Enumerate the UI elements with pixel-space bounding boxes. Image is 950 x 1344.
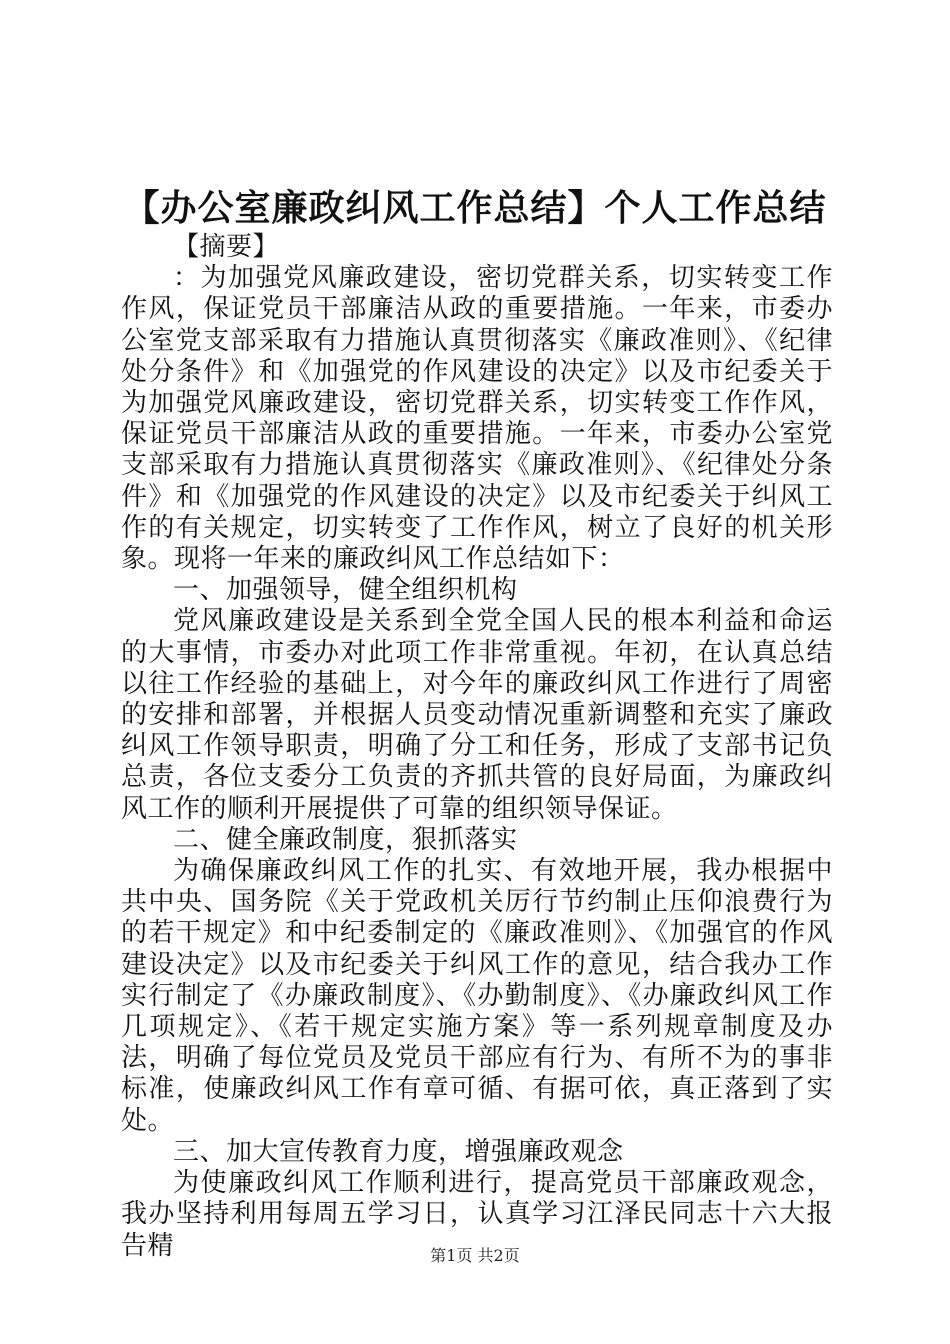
section-paragraph-1: 党风廉政建设是关系到全党全国人民的根本利益和命运的大事情，市委办对此项工作非常重视。年初，在认真总结以往工作经验的基础上，对今年的廉政纠风工作进行了周密的安排和部署，并根据人员变动情况重新调整和充实了廉政纠风工作领导职责，明确了分工和任务，形成了支部书记负总责，各位支委分工负责的齐抓共管的良好局面，为廉政纠风工作的顺利开展提供了可靠的组织领导保证。 <box>121 606 833 824</box>
section-heading-2: 二、健全廉政制度，狠抓落实 <box>173 824 518 855</box>
document-body <box>121 232 833 1262</box>
section-paragraph-3: 为使廉政纠风工作顺利进行，提高党员干部廉政观念，我办坚持利用每周五学习日，认真学习江泽民同志十六大报告精 <box>121 1168 833 1261</box>
section-heading-3: 三、加大宣传教育力度，增强廉政观念 <box>173 1136 624 1167</box>
abstract-paragraph: ：为加强党风廉政建设，密切党群关系，切实转变工作作风，保证党员干部廉洁从政的重要措施。一年来，市委办公室党支部采取有力措施认真贯彻落实《廉政准则》、《纪律处分条件》和《加强党的作风建设的决定》以及市纪委关于为加强党风廉政建设，密切党群关系，切实转变工作作风，保证党员干部廉洁从政的重要措施。一年来，市委办公室党支部采取有力措施认真贯彻落实《廉政准则》、《纪律处分条件》和《加强党的作风建设的决定》以及市纪委关于纠风工作的有关规定，切实转变了工作作风，树立了良好的机关形象。现将一年来的廉政纠风工作总结如下： <box>121 263 833 575</box>
document-title: 【办公室廉政纠风工作总结】个人工作总结 <box>123 188 827 229</box>
section-paragraph-2: 为确保廉政纠风工作的扎实、有效地开展，我办根据中共中央、国务院《关于党政机关厉行节约制止压仰浪费行为的若干规定》和中纪委制定的《廉政准则》、《加强官的作风建设决定》以及市纪委关于纠风工作的意见，结合我办工作实行制定了《办廉政制度》、《办勤制度》、《办廉政纠风工作几项规定》、《若干规定实施方案》等一系列规章制度及办法，明确了每位党员及党员干部应有行为、有所不为的事非标准，使廉政纠风工作有章可循、有据可依，真正落到了实处。 <box>121 856 833 1136</box>
page-number: 第1页 共2页 <box>430 1246 520 1265</box>
abstract-label: 【摘要】 <box>173 232 280 262</box>
section-heading-1: 一、加强领导，健全组织机构 <box>173 575 518 606</box>
